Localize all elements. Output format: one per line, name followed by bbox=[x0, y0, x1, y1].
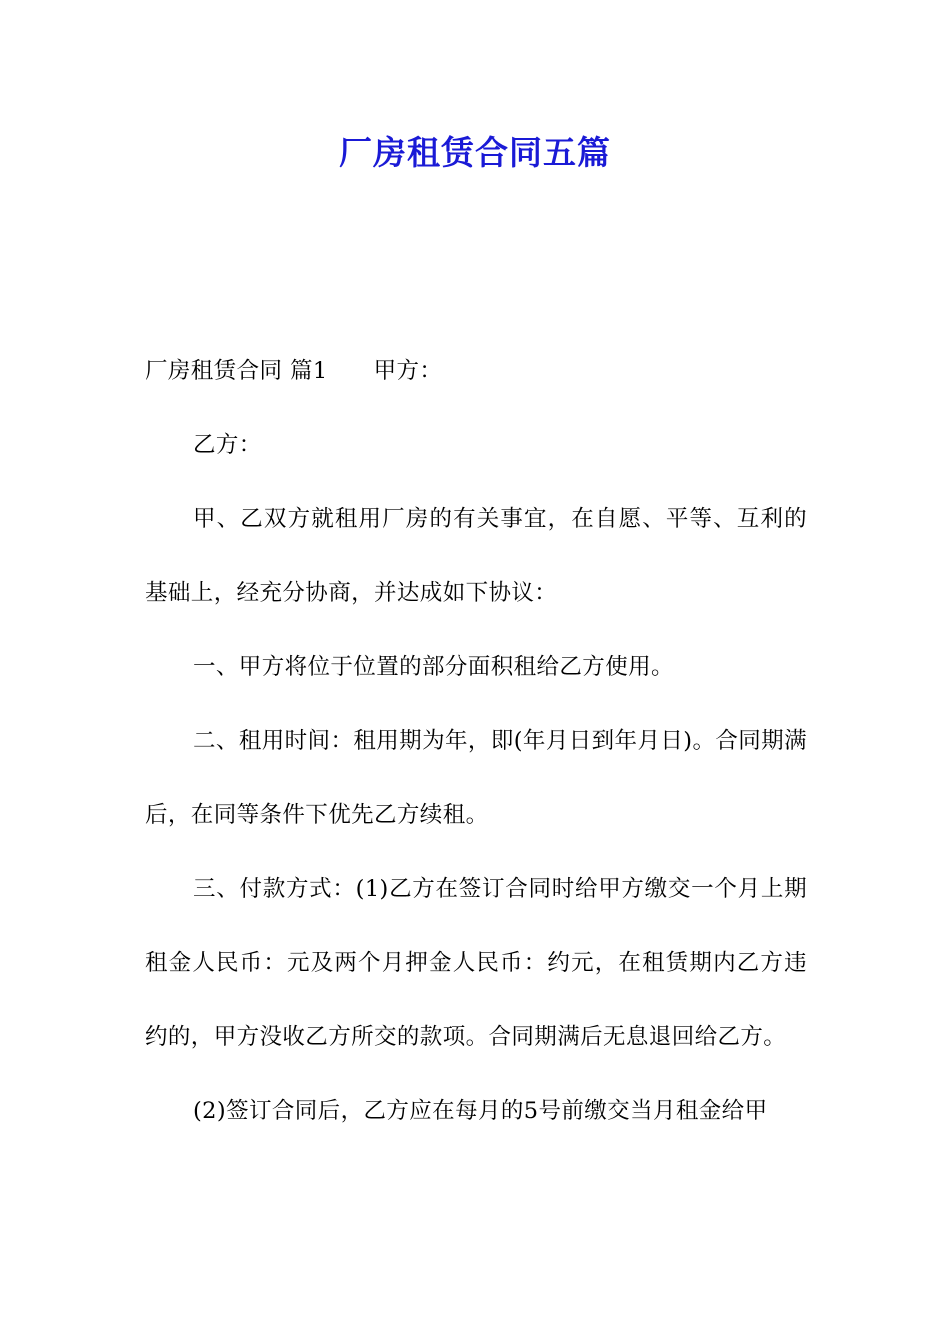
paragraph-clause-3-2: (2)签订合同后，乙方应在每月的5号前缴交当月租金给甲 bbox=[193, 1098, 768, 1124]
document-body bbox=[145, 334, 807, 1148]
paragraph-intro: 甲、乙双方就租用厂房的有关事宜，在自愿、平等、互利的基础上，经充分协商，并达成如下协议： bbox=[145, 506, 807, 606]
party-b-label: 乙方： bbox=[193, 432, 262, 458]
paragraph-clause-2: 二、租用时间：租用期为年，即(年月日到年月日)。合同期满后，在同等条件下优先乙方续租。 bbox=[145, 728, 807, 828]
section-heading: 厂房租赁合同 篇1 bbox=[145, 358, 328, 384]
paragraph-clause-3: 三、付款方式：(1)乙方在签订合同时给甲方缴交一个月上期租金人民币：元及两个月押金人民币：约元，在租赁期内乙方违约的，甲方没收乙方所交的款项。合同期满后无息退回给乙方。 bbox=[145, 876, 807, 1050]
section-heading-line bbox=[145, 334, 807, 408]
document-title: 厂房租赁合同五篇 bbox=[339, 133, 611, 172]
party-a-label: 甲方： bbox=[373, 358, 443, 384]
paragraph-clause-1: 一、甲方将位于位置的部分面积租给乙方使用。 bbox=[193, 654, 674, 680]
